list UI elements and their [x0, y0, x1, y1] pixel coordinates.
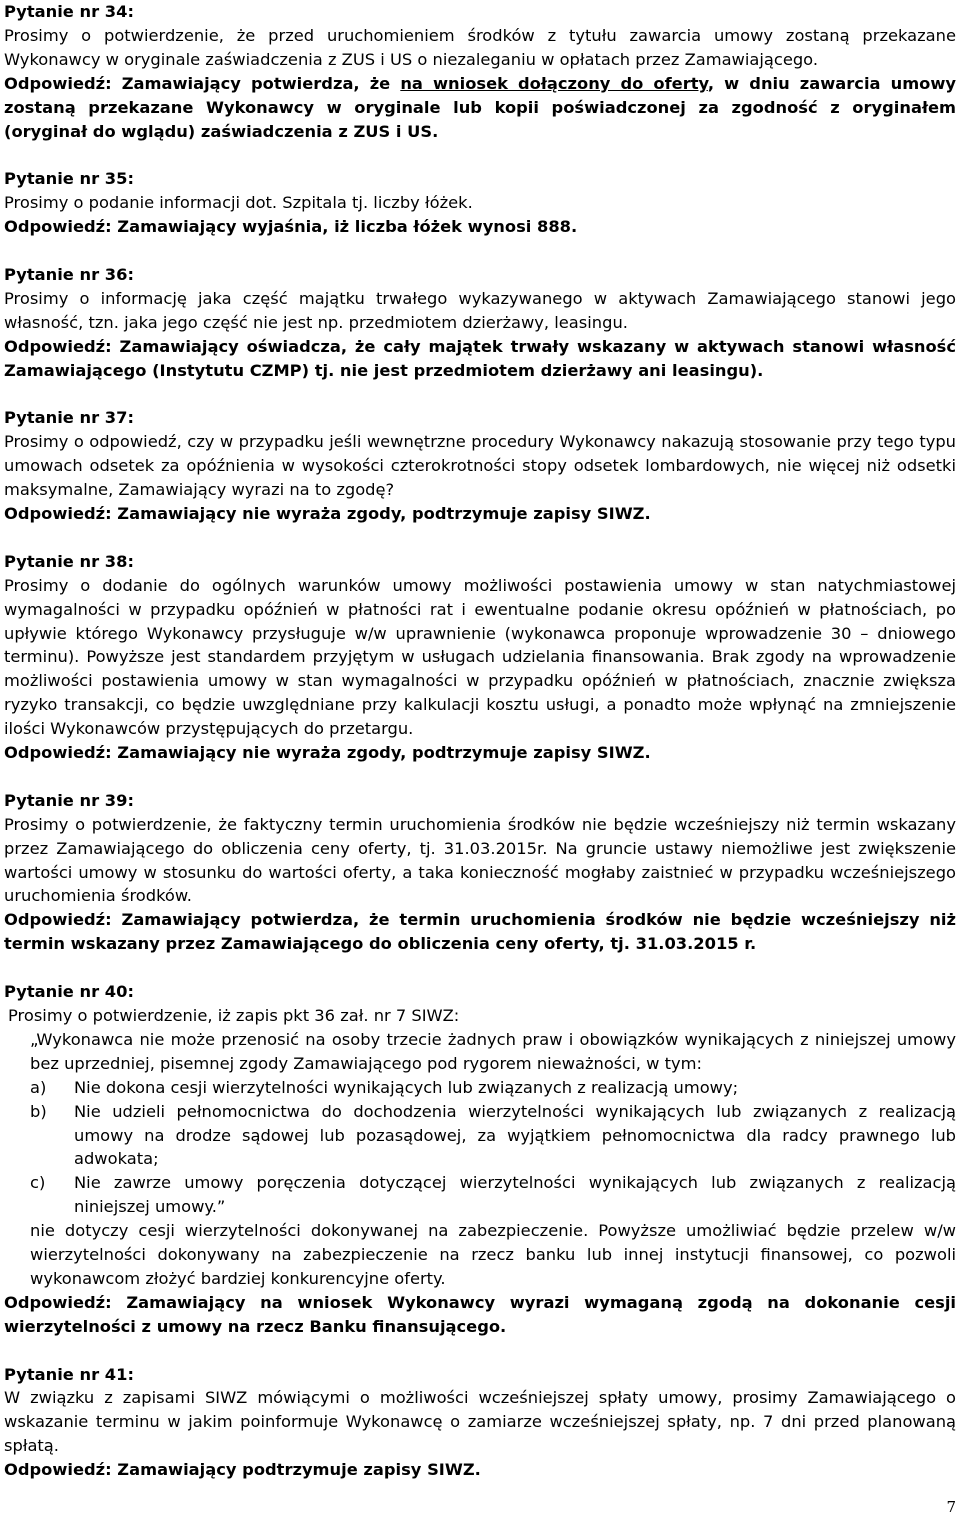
quoted-clause	[30, 1028, 956, 1291]
question-text: Prosimy o potwierdzenie, że przed uruchomieniem środków z tytułu zawarcia umowy zostaną przekazane Wykonawcy w oryginale zaświadczenia z ZUS i US o niezaleganiu w opłatach przez Zamawiającego.	[4, 25, 956, 69]
list-item-text: Nie dokona cesji wierzytelności wynikających lub związanych z realizacją umowy;	[74, 1077, 739, 1097]
question-text: Prosimy o podanie informacji dot. Szpitala tj. liczby łóżek.	[4, 193, 473, 213]
question-title: Pytanie nr 36:	[4, 264, 134, 284]
list-item	[30, 1076, 956, 1100]
answer-text: Odpowiedź: Zamawiający oświadcza, że cały majątek trwały wskazany w aktywach stanowi własność Zamawiającego (Instytutu CZMP) tj. nie jest przedmiotem dzierżawy ani leasingu).	[4, 336, 956, 380]
question-text: Prosimy o informację jaka część majątku trwałego wykazywanego w aktywach Zamawiającego stanowi jego własność, tzn. jaka jego część nie jest np. przedmiotem dzierżawy, leasingu.	[4, 288, 956, 332]
answer-text: Odpowiedź: Zamawiający na wniosek Wykonawcy wyrazi wymaganą zgodą na dokonanie cesji wierzytelności z umowy na rzecz Banku finansującego.	[4, 1292, 956, 1336]
answer-text: Odpowiedź: Zamawiający podtrzymuje zapisy SIWZ.	[4, 1460, 481, 1480]
list-item-label: a)	[30, 1077, 47, 1097]
question-35	[4, 167, 956, 239]
quote-outro: nie dotyczy cesji wierzytelności dokonywanej na zabezpieczenie. Powyższe umożliwiać będzie przelew w/w wierzytelności dokonywany na zabezpieczenie na rzecz banku lub innej instytucji finansowej, co pozwoli wykonawcom złożyć bardziej konkurencyjne oferty.	[30, 1221, 956, 1288]
answer-text	[4, 72, 956, 144]
answer-text: Odpowiedź: Zamawiający nie wyraża zgody, podtrzymuje zapisy SIWZ.	[4, 503, 651, 523]
answer-underlined: na wniosek dołączony do oferty	[400, 73, 708, 93]
answer-part: Odpowiedź: Zamawiający potwierdza, że	[4, 73, 401, 93]
question-37	[4, 406, 956, 526]
question-text: W związku z zapisami SIWZ mówiącymi o możliwości wcześniejszej spłaty umowy, prosimy Zamawiającego o wskazanie terminu w jakim poinformuje Wykonawcę o zamiarze wcześniejszej spłaty, np. 7 dni przed planowaną spłatą.	[4, 1388, 956, 1456]
list-item-text: Nie udzieli pełnomocnictwa do dochodzenia wierzytelności wynikających lub związanych z realizacją umowy na drodze sądowej lub pozasądowej, za wyjątkiem pełnomocnictwa dla radcy prawnego lub adwokata;	[74, 1101, 956, 1169]
question-title: Pytanie nr 38:	[4, 551, 134, 571]
question-text: Prosimy o potwierdzenie, że faktyczny termin uruchomienia środków nie będzie wcześniejszy niż termin wskazany przez Zamawiającego do obliczenia ceny oferty, tj. 31.03.2015r. Na gruncie ustawy niemożliwe jest zwiększenie wartości umowy w stosunku do wartości oferty, a taka konieczność mogłaby zaistnieć w przypadku wcześniejszego uruchomienia środków.	[4, 814, 956, 906]
list-item	[30, 1171, 956, 1219]
list-item-label: b)	[30, 1101, 47, 1121]
question-title: Pytanie nr 37:	[4, 408, 134, 428]
answer-text: Odpowiedź: Zamawiający potwierdza, że termin uruchomienia środków nie będzie wcześniejszy niż termin wskazany przez Zamawiającego do obliczenia ceny oferty, tj. 31.03.2015 r.	[4, 910, 956, 954]
list-item	[30, 1100, 956, 1172]
question-38	[4, 550, 956, 765]
question-34	[4, 0, 956, 143]
quote-intro: „Wykonawca nie może przenosić na osoby trzecie żadnych praw i obowiązków wynikających z niniejszej umowy bez uprzedniej, pisemnej zgody Zamawiającego pod rygorem nieważności, w tym:	[30, 1029, 956, 1073]
answer-text: Odpowiedź: Zamawiający nie wyraża zgody, podtrzymuje zapisy SIWZ.	[4, 743, 651, 763]
list-item-label: c)	[30, 1173, 46, 1193]
question-39	[4, 789, 956, 956]
question-text: Prosimy o dodanie do ogólnych warunków umowy możliwości postawienia umowy w stan natychmiastowej wymagalności w przypadku opóźnień w płatności rat i ewentualne podanie okresu opóźnień w płatnościach, po upływie którego Wykonawcy przysługuje w/w uprawnienie (wykonawca proponuje wprowadzenie 30 – dniowego terminu). Powyższe jest standardem przyjętym w usługach udzielania finansowania. Brak zgody na wprowadzenie możliwości postawienia umowy w stan wymagalności w przypadku opóźnień w płatnościach, znacznie zwiększa ryzyko transakcji, co będzie uwzględniane przy kalkulacji kosztu usługi, a ponadto może wpłynąć na zmniejszenie ilości Wykonawców przystępujących do przetargu.	[4, 575, 956, 739]
question-title: Pytanie nr 41:	[4, 1364, 134, 1384]
question-41	[4, 1363, 956, 1483]
list-item-text: Nie zawrze umowy poręczenia dotyczącej wierzytelności wynikających lub związanych z realizacją niniejszej umowy.”	[74, 1173, 956, 1217]
question-40	[4, 980, 956, 1339]
question-text: Prosimy o odpowiedź, czy w przypadku jeśli wewnętrzne procedury Wykonawcy nakazują stosowanie przy tego typu umowach odsetek za opóźnienia w wysokości czterokrotności stopy odsetek lombardowych, nie więcej niż odsetki maksymalne, Zamawiający wyrazi na to zgodę?	[4, 432, 956, 500]
question-title: Pytanie nr 34:	[4, 2, 134, 21]
question-36	[4, 263, 956, 383]
question-title: Pytanie nr 35:	[4, 169, 134, 189]
question-text: Prosimy o potwierdzenie, iż zapis pkt 36 zał. nr 7 SIWZ:	[8, 1005, 460, 1025]
answer-text: Odpowiedź: Zamawiający wyjaśnia, iż liczba łóżek wynosi 888.	[4, 217, 578, 237]
question-title: Pytanie nr 39:	[4, 790, 134, 810]
question-title: Pytanie nr 40:	[4, 982, 134, 1002]
answer-part: , w dniu zawarcia umowy zostaną przekazane Wykonawcy w oryginale lub kopii poświadczonej za zgodność z oryginałem (oryginał do wglądu) zaświadczenia z ZUS i US.	[4, 73, 957, 141]
page-number: 7	[946, 1498, 956, 1516]
document-page	[4, 0, 956, 1524]
